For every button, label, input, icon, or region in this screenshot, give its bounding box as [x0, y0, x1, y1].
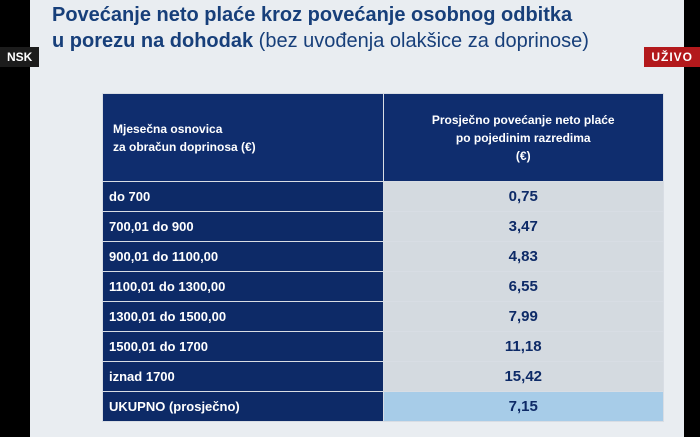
- row-value: 6,55: [383, 272, 664, 302]
- live-badge: UŽIVO: [644, 47, 700, 67]
- header-left-line1: Mjesečna osnovica: [113, 121, 223, 136]
- row-value: 3,47: [383, 212, 664, 242]
- row-range: 1300,01 do 1500,00: [103, 302, 384, 332]
- slide-title-bold-part: u porezu na dohodak: [52, 30, 254, 52]
- row-value: 11,18: [383, 332, 664, 362]
- row-range: 700,01 do 900: [103, 212, 384, 242]
- row-value: 15,42: [383, 362, 664, 392]
- header-right-line1: Prosječno povećanje neto plaće: [431, 112, 615, 127]
- table-row: [103, 182, 664, 212]
- total-row: [103, 392, 664, 422]
- table-row: [103, 272, 664, 302]
- table-row: [103, 332, 664, 362]
- row-range: 1500,01 do 1700: [103, 332, 384, 362]
- slide-title: [52, 2, 684, 54]
- header-base-column: [103, 94, 384, 182]
- header-right-line2: po pojedinim razredima: [455, 130, 591, 145]
- presentation-screen: [30, 0, 684, 437]
- header-increase-column: [383, 94, 664, 182]
- total-value: 7,15: [383, 392, 664, 422]
- channel-tag: NSK: [0, 47, 39, 67]
- table-body: [103, 182, 664, 422]
- row-range: iznad 1700: [103, 362, 384, 392]
- total-label: UKUPNO (prosječno): [103, 392, 384, 422]
- row-value: 0,75: [383, 182, 664, 212]
- slide-title-line1: Povećanje neto plaće kroz povećanje osobnog odbitka: [52, 4, 573, 26]
- header-left-line2: za obračun doprinosa (€): [113, 139, 256, 154]
- row-value: 4,83: [383, 242, 664, 272]
- slide-title-normal-part: (bez uvođenja olakšice za doprinose): [253, 30, 589, 52]
- table-row: [103, 362, 664, 392]
- table-row: [103, 212, 664, 242]
- net-salary-table: [102, 93, 664, 422]
- row-value: 7,99: [383, 302, 664, 332]
- row-range: do 700: [103, 182, 384, 212]
- table-header-row: [103, 94, 664, 182]
- header-right-line3: (€): [515, 148, 531, 163]
- slide-title-line2: [52, 28, 684, 54]
- row-range: 1100,01 do 1300,00: [103, 272, 384, 302]
- table-row: [103, 242, 664, 272]
- table-row: [103, 302, 664, 332]
- row-range: 900,01 do 1100,00: [103, 242, 384, 272]
